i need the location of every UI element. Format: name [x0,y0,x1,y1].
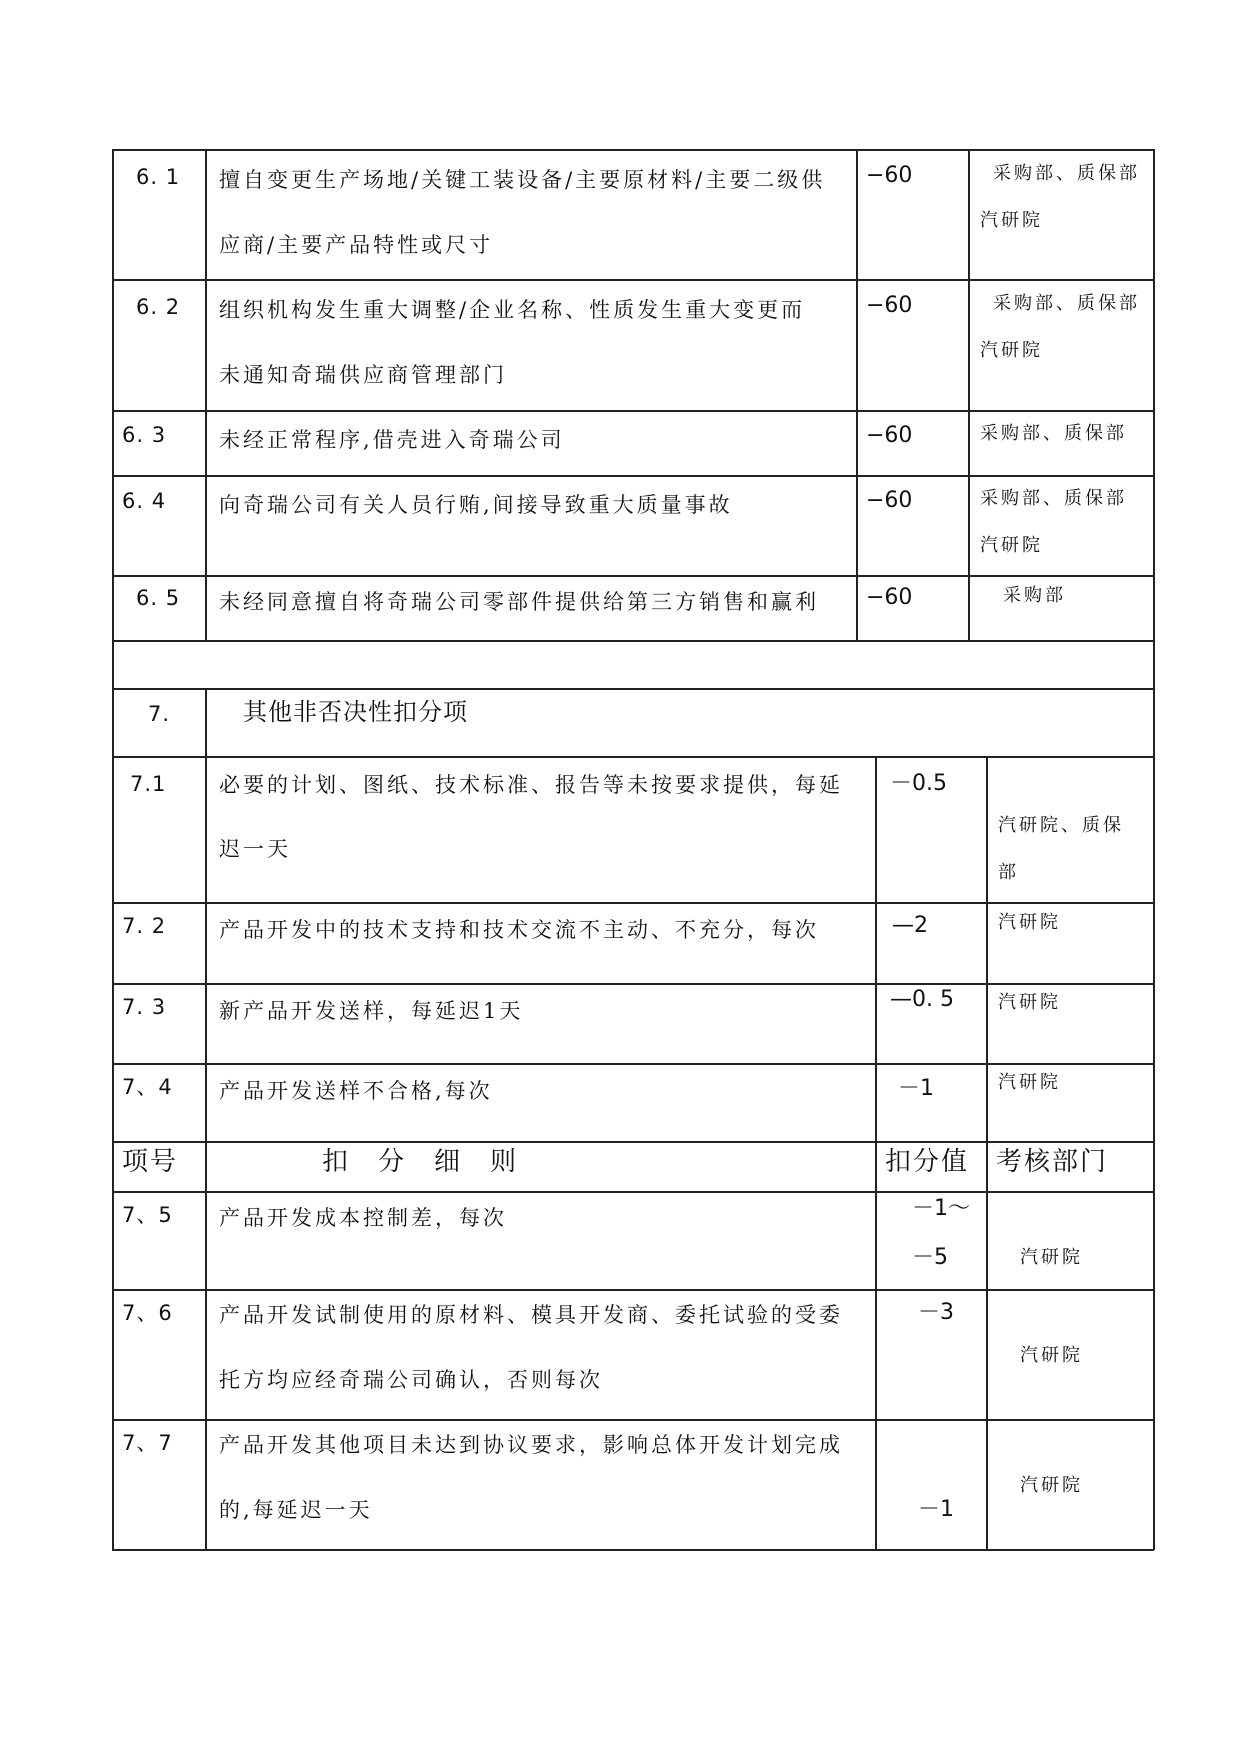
rule [205,149,207,640]
item-department: 汽研院 [1020,1345,1083,1366]
item-description: 未经同意擅自将奇瑞公司零部件提供给第三方销售和赢利 [219,590,819,614]
item-description: 向奇瑞公司有关人员行贿,间接导致重大质量事故 [219,493,733,517]
rule [112,1549,1154,1551]
rule [205,688,207,1550]
item-department: 汽研院 [1020,1475,1083,1496]
item-score: －3 [918,1300,954,1325]
item-department: 汽研院、质保 [998,815,1124,836]
item-number: 6. 1 [136,165,181,189]
rule [112,575,1154,577]
item-department: 汽研院 [1020,1247,1083,1268]
item-description: 的,每延迟一天 [219,1498,373,1522]
item-department: 汽研院 [980,340,1043,361]
item-department: 采购部、质保部 [980,488,1127,509]
rule [112,410,1154,412]
rule [112,1063,1154,1065]
header-assessment-department: 考核部门 [996,1147,1109,1177]
item-score: —2 [892,913,928,938]
rule [856,149,858,640]
item-number: 7、7 [122,1431,173,1455]
item-description: 托方均应经奇瑞公司确认，否则每次 [219,1368,603,1392]
item-number: 6. 2 [136,295,181,319]
item-department: 部 [998,862,1019,883]
item-department: 采购部、质保部 [993,163,1140,184]
item-description: 未经正常程序,借壳进入奇瑞公司 [219,428,565,452]
rule [986,756,988,1550]
item-description: 擅自变更生产场地/关键工装设备/主要原材料/主要二级供 [219,168,826,192]
item-number: 6. 5 [136,586,181,610]
rule [875,756,877,1550]
item-description: 必要的计划、图纸、技术标准、报告等未按要求提供，每延 [219,773,843,797]
rule [112,983,1154,985]
item-department: 采购部、质保部 [980,423,1127,444]
rule [112,1289,1154,1291]
item-number: 7.1 [130,772,167,796]
rule [112,149,114,1550]
item-department: 汽研院 [998,912,1061,933]
rule [112,640,1154,642]
rule [968,149,970,640]
item-number: 7、5 [122,1203,173,1227]
item-description: 产品开发中的技术支持和技术交流不主动、不充分，每次 [219,918,819,942]
item-department: 汽研院 [998,1072,1061,1093]
item-score: －1～ [912,1196,970,1221]
item-number: 7、6 [122,1301,173,1325]
item-description: 迟一天 [219,837,291,861]
item-score: −60 [866,293,913,318]
item-score: －1 [918,1497,954,1522]
rule [112,1419,1154,1421]
item-department: 采购部、质保部 [993,293,1140,314]
item-number: 7. 3 [122,995,167,1019]
header-deduction-value: 扣分值 [885,1147,970,1177]
item-description: 应商/主要产品特性或尺寸 [219,233,494,257]
rule [112,902,1154,904]
rule [112,149,1154,151]
item-department: 采购部 [1003,585,1066,606]
item-department: 汽研院 [998,992,1061,1013]
header-item-number: 项号 [122,1147,179,1177]
item-score: −60 [866,163,913,188]
item-description: 新产品开发送样，每延迟1天 [219,999,524,1023]
item-score: －5 [912,1245,948,1270]
section-number: 7. [148,702,171,726]
item-description: 组织机构发生重大调整/企业名称、性质发生重大变更而 [219,298,806,322]
item-description: 产品开发其他项目未达到协议要求，影响总体开发计划完成 [219,1433,843,1457]
rule [112,688,1154,690]
rule [1153,149,1155,1550]
header-deduction-rules: 扣 分 细 则 [322,1147,519,1177]
item-score: −60 [866,585,913,610]
item-score: —0. 5 [890,987,954,1012]
rule [112,475,1154,477]
item-description: 产品开发成本控制差，每次 [219,1206,507,1230]
rule [112,1191,1154,1193]
item-description: 产品开发试制使用的原材料、模具开发商、委托试验的受委 [219,1303,843,1327]
rule [112,279,1154,281]
item-number: 7. 2 [122,914,167,938]
item-score: －0.5 [890,771,947,796]
section-title: 其他非否决性扣分项 [243,698,468,726]
item-description: 产品开发送样不合格,每次 [219,1079,493,1103]
item-number: 6. 4 [122,489,167,513]
item-score: −60 [866,423,913,448]
item-department: 汽研院 [980,535,1043,556]
rule [112,756,1154,758]
item-number: 7、4 [122,1075,173,1099]
rule [112,1141,1154,1143]
item-description: 未通知奇瑞供应商管理部门 [219,363,507,387]
item-department: 汽研院 [980,210,1043,231]
item-number: 6. 3 [122,423,167,447]
item-score: −60 [866,488,913,513]
item-score: －1 [898,1076,934,1101]
